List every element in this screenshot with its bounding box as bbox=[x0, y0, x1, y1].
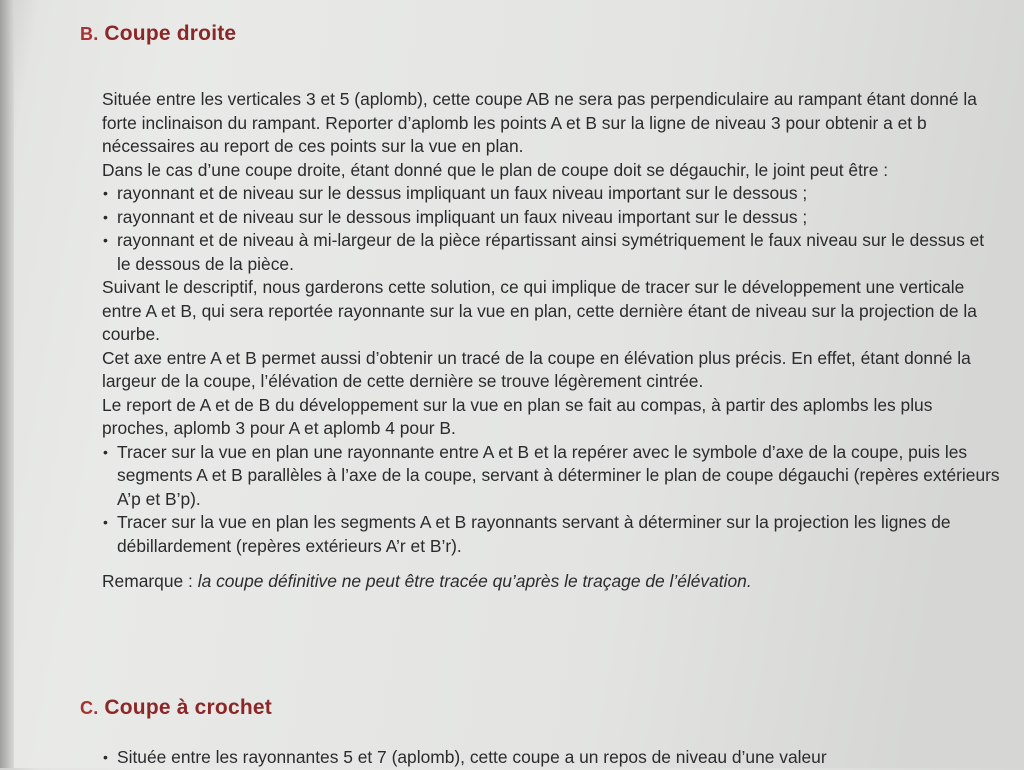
list-item: • rayonnant et de niveau à mi-largeur de la pièce répartissant ainsi symétriquement le faux niveau sur le dessus et le dessous de la pièce. bbox=[102, 229, 1002, 276]
section-b-mark: B. bbox=[80, 24, 99, 44]
paragraph-4: Cet axe entre A et B permet aussi d’obtenir un tracé de la coupe en élévation plus précis. En effet, étant donné la largeur de la coupe, l’élévation de cette dernière se trouve légèrement cintrée. bbox=[102, 347, 971, 391]
list-item: • Tracer sur la vue en plan une rayonnante entre A et B et la repérer avec le symbole d’axe de la coupe, puis les segments A et B parallèles à l’axe de la coupe, servant à déterminer le plan de coupe dégauchi (repères extérieurs A’p et B’p). bbox=[102, 441, 1002, 512]
list-item: • Située entre les rayonnantes 5 et 7 (aplomb), cette coupe a un repos de niveau d’une valeur bbox=[102, 746, 1002, 770]
section-b-body bbox=[102, 88, 1002, 594]
joint-options-list bbox=[102, 182, 1002, 276]
remark bbox=[102, 570, 1002, 594]
section-c-title: Coupe à crochet bbox=[104, 696, 272, 719]
list-item: • Tracer sur la vue en plan les segments A et B rayonnants servant à déterminer sur la projection les lignes de débillardement (repères extérieurs A’r et B’r). bbox=[102, 511, 1002, 558]
list-item: • rayonnant et de niveau sur le dessus impliquant un faux niveau important sur le dessous ; bbox=[102, 182, 1002, 206]
paragraph-1: Située entre les verticales 3 et 5 (aplomb), cette coupe AB ne sera pas perpendiculaire au rampant étant donné la forte inclinaison du rampant. Reporter d’aplomb les points A et B sur la ligne de niveau 3 pour obtenir a et b nécessaires au report de ces points sur la vue en plan. bbox=[102, 89, 977, 156]
remark-label: Remarque : bbox=[102, 571, 193, 591]
section-b-heading bbox=[80, 22, 236, 46]
list-item: • rayonnant et de niveau sur le dessous impliquant un faux niveau important sur le dessus ; bbox=[102, 206, 1002, 230]
paragraph-2: Dans le cas d’une coupe droite, étant donné que le plan de coupe doit se dégauchir, le joint peut être : bbox=[102, 159, 889, 180]
section-c-body bbox=[102, 746, 1002, 770]
paragraph-5: Le report de A et de B du développement sur la vue en plan se fait au compas, à partir des aplombs les plus proches, aplomb 3 pour A et aplomb 4 pour B. bbox=[102, 394, 933, 438]
section-c-heading bbox=[80, 696, 272, 720]
tracing-steps-list bbox=[102, 441, 1002, 559]
section-b-title: Coupe droite bbox=[104, 22, 237, 45]
section-c-list bbox=[102, 746, 1002, 770]
remark-text: la coupe définitive ne peut être tracée qu’après le traçage de l’élévation. bbox=[197, 571, 752, 591]
paragraph-3: Suivant le descriptif, nous garderons cette solution, ce qui implique de tracer sur le développement une verticale entre A et B, qui sera reportée rayonnante sur la vue en plan, cette dernière étant de niveau sur la projection de la courbe. bbox=[102, 277, 977, 344]
section-c-mark: C. bbox=[80, 698, 99, 718]
